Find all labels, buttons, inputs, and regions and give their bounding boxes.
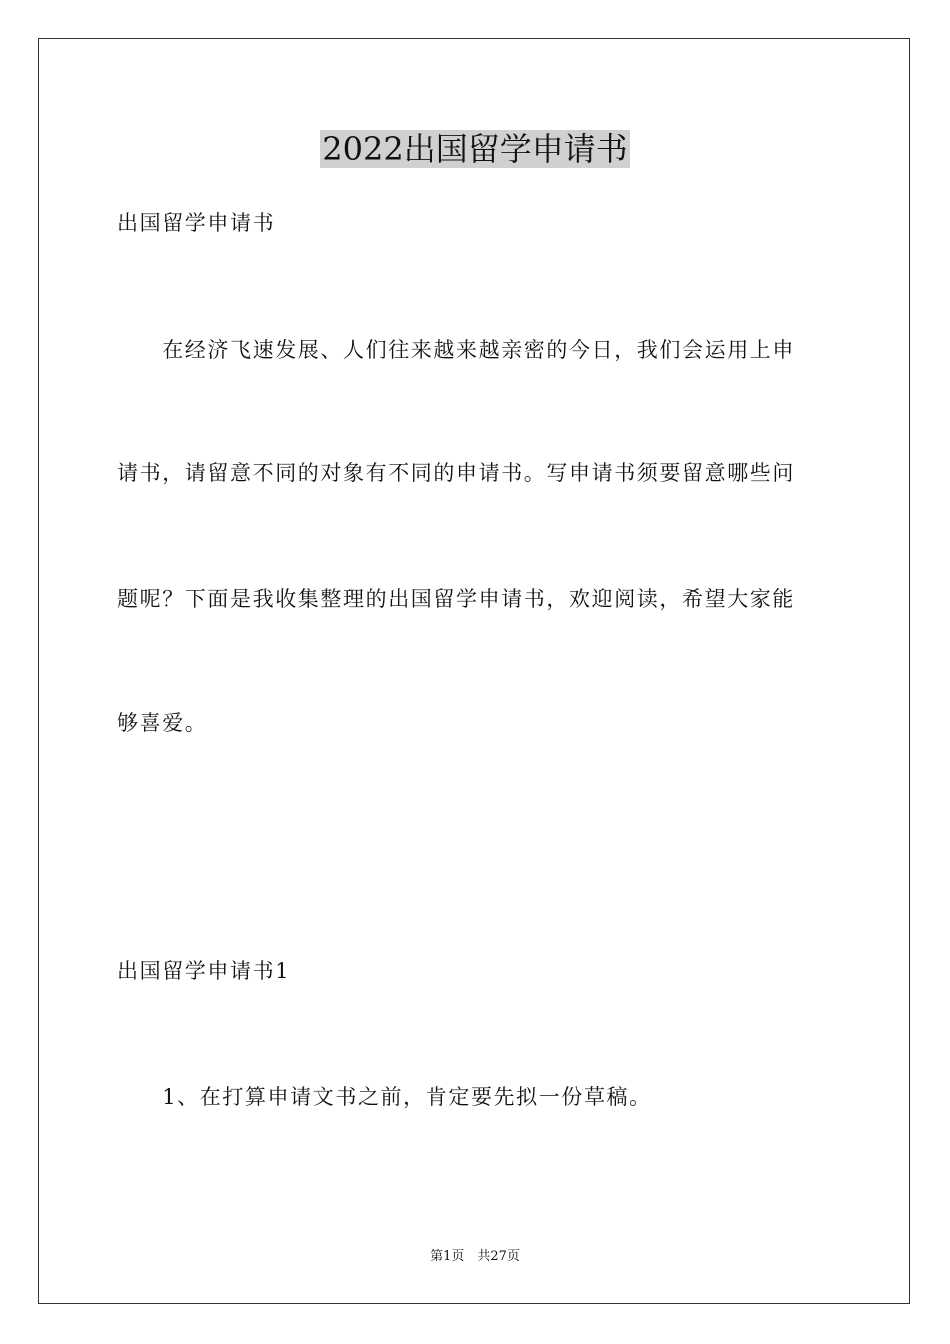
document-subtitle: 出国留学申请书	[117, 211, 276, 235]
intro-line-1: 在经济飞速发展、人们往来越来越亲密的今日，我们会运用上申	[117, 338, 795, 362]
page-footer: 第1页 共27页	[430, 1249, 520, 1264]
intro-line-2: 请书，请留意不同的对象有不同的申请书。写申请书须要留意哪些问	[117, 461, 795, 485]
intro-line-3: 题呢？下面是我收集整理的出国留学申请书，欢迎阅读，希望大家能	[117, 587, 795, 611]
document-title	[0, 127, 950, 171]
section-line-1: 1、在打算申请文书之前，肯定要先拟一份草稿。	[117, 1085, 652, 1109]
intro-line-4: 够喜爱。	[117, 711, 208, 735]
section-heading: 出国留学申请书1	[117, 959, 291, 983]
document-title-text: 2022出国留学申请书	[322, 130, 628, 168]
